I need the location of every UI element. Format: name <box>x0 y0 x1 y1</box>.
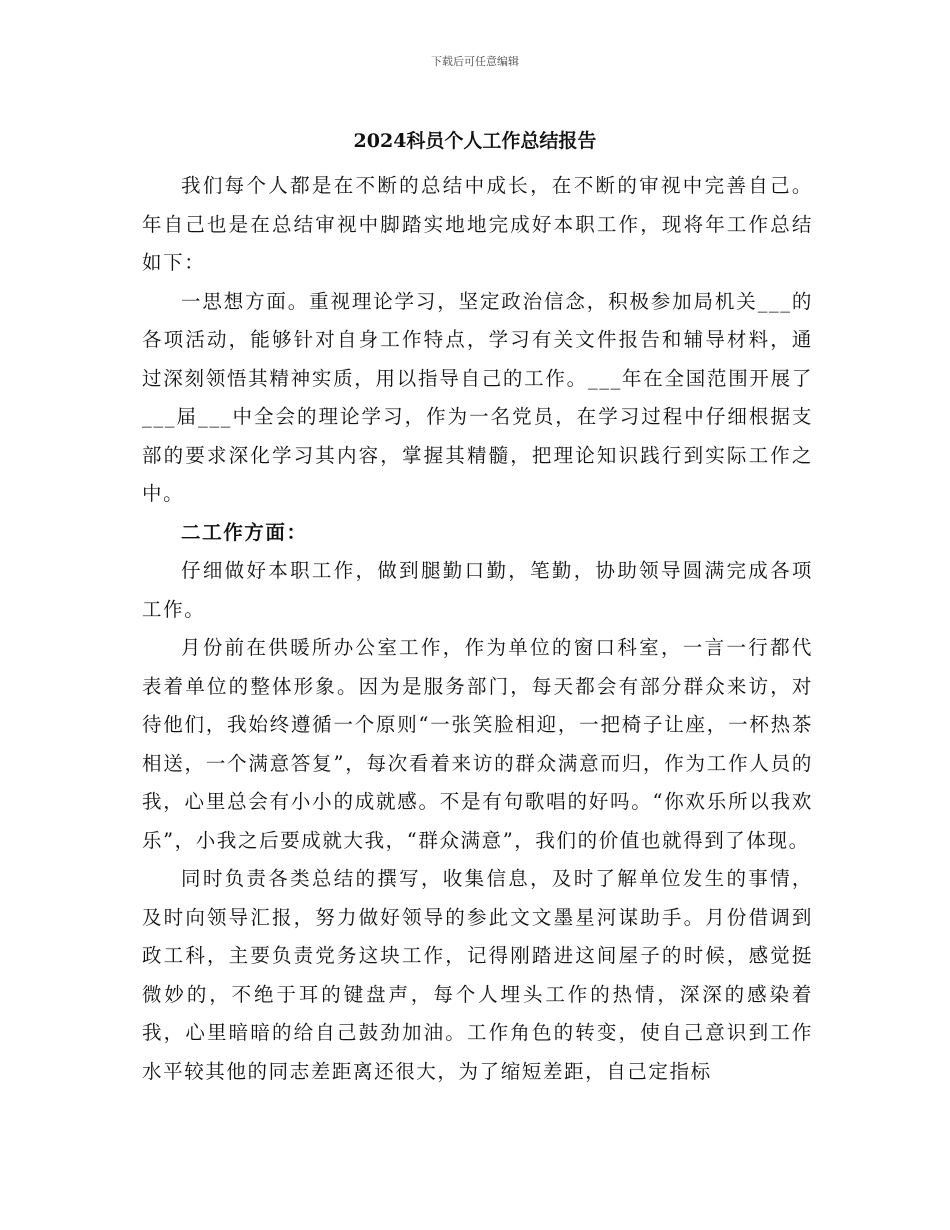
paragraph-ideology: 一思想方面。重视理论学习，坚定政治信念，积极参加局机关___的各项活动，能够针对自身工作特点，学习有关文件报告和辅导材料，通过深刻领悟其精神实质，用以指导自己的工作。___年在全国范围开展了___届___中全会的理论学习，作为一名党员，在学习过程中仔细根据支部的要求深化学习其内容，掌握其精髓，把理论知识践行到实际工作之中。 <box>142 289 813 505</box>
paragraph-summaries: 同时负责各类总结的撰写，收集信息，及时了解单位发生的事情，及时向领导汇报，努力做好领导的参此文文墨星河谋助手。月份借调到政工科，主要负责党务这块工作，记得刚踏进这间屋子的时候，感觉挺微妙的，不绝于耳的键盘声，每个人埋头工作的热情，深深的感染着我，心里暗暗的给自己鼓劲加油。工作角色的转变，使自己意识到工作水平较其他的同志差距离还很大，为了缩短差距，自己定指标 <box>142 867 813 1083</box>
document-body <box>142 167 813 1091</box>
paragraph-intro: 我们每个人都是在不断的总结中成长，在不断的审视中完善自己。年自己也是在总结审视中脚踏实地地完成好本职工作，现将年工作总结如下： <box>142 174 813 274</box>
paragraph-duties: 仔细做好本职工作，做到腿勤口勤，笔勤，协助领导圆满完成各项工作。 <box>142 559 813 621</box>
document-title: 2024科员个人工作总结报告 <box>353 130 597 152</box>
paragraph-office-work: 月份前在供暖所办公室工作，作为单位的窗口科室，一言一行都代表着单位的整体形象。因为是服务部门，每天都会有部分群众来访，对待他们，我始终遵循一个原则“一张笑脸相迎，一把椅子让座，一杯热茶相送，一个满意答复”，每次看着来访的群众满意而归，作为工作人员的我，心里总会有小小的成就感。不是有句歌唱的好吗。“你欢乐所以我欢乐”，小我之后要成就大我，“群众满意”，我们的价值也就得到了体现。 <box>142 636 813 852</box>
section-heading-work: 二工作方面： <box>181 520 308 544</box>
page-header: 下载后可任意编辑 <box>431 55 519 68</box>
